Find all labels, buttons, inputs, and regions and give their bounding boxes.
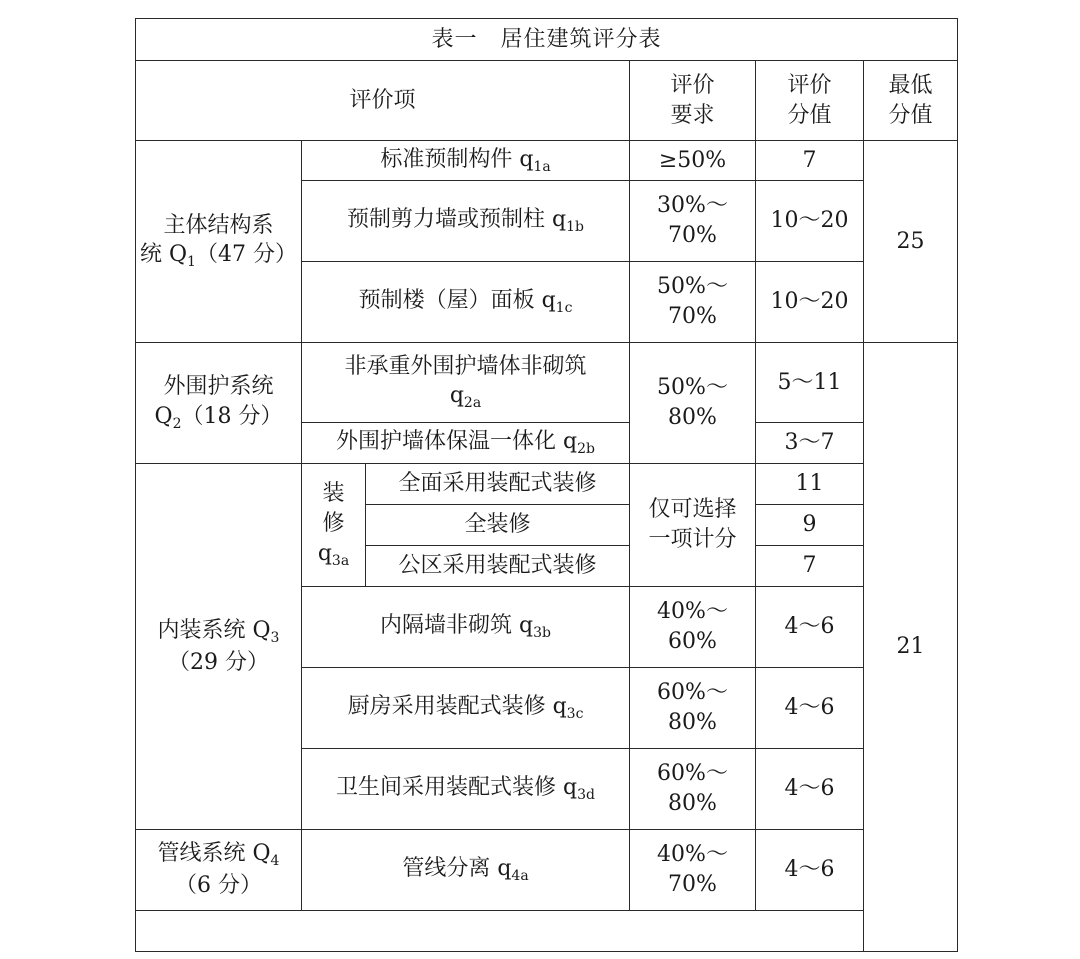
min-q2-q3: 21 (864, 343, 958, 952)
table-title: 表一 居住建筑评分表 (136, 19, 958, 61)
header-item: 评价项 (136, 61, 630, 141)
score-q3d: 4～6 (756, 749, 864, 830)
item-q2a: 非承重外围护墙体非砌筑 $q_{2a}$ (302, 343, 630, 423)
score-deco-full-prefab: 11 (756, 464, 864, 505)
score-q3c: 4～6 (756, 668, 864, 749)
score-q2a: 5～11 (756, 343, 864, 423)
score-q1a: 7 (756, 141, 864, 181)
item-q4a: 管线分离 $q_{4a}$ (302, 830, 630, 911)
item-deco-full-prefab: 全面采用装配式装修 (366, 464, 630, 505)
item-q3d: 卫生间采用装配式装修 $q_{3d}$ (302, 749, 630, 830)
req-q1b: 30%～ 70% (630, 181, 756, 262)
item-q3c: 厨房采用装配式装修 $q_{3c}$ (302, 668, 630, 749)
req-q3b: 40%～ 60% (630, 587, 756, 668)
item-q3b: 内隔墙非砌筑 $q_{3b}$ (302, 587, 630, 668)
score-q4a: 4～6 (756, 830, 864, 911)
score-q1b: 10～20 (756, 181, 864, 262)
item-deco-public: 公区采用装配式装修 (366, 546, 630, 587)
req-q3c: 60%～ 80% (630, 668, 756, 749)
score-deco-public: 7 (756, 546, 864, 587)
item-q2b: 外围护墙体保温一体化 $q_{2b}$ (302, 423, 630, 464)
system-q3-label: 内装系统 $Q_3$ （29 分） (136, 464, 302, 830)
req-q1a: ≥50% (630, 141, 756, 181)
req-q4a: 40%～ 70% (630, 830, 756, 911)
score-q3b: 4～6 (756, 587, 864, 668)
item-q1b: 预制剪力墙或预制柱 $q_{1b}$ (302, 181, 630, 262)
score-deco-full: 9 (756, 505, 864, 546)
residential-building-score-table (135, 18, 958, 952)
score-q2b: 3～7 (756, 423, 864, 464)
system-q4-label: 管线系统 $Q_4$ （6 分） (136, 830, 302, 911)
total-label-empty (136, 911, 864, 952)
item-q1a: 标准预制构件 $q_{1a}$ (302, 141, 630, 181)
item-q1c: 预制楼（屋）面板 $q_{1c}$ (302, 262, 630, 343)
score-q1c: 10～20 (756, 262, 864, 343)
req-deco: 仅可选择 一项计分 (630, 464, 756, 587)
min-q1: 25 (864, 141, 958, 343)
header-score: 评价 分值 (756, 61, 864, 141)
req-q3d: 60%～ 80% (630, 749, 756, 830)
header-requirement: 评价 要求 (630, 61, 756, 141)
system-q2-label: 外围护系统 $Q_2(18$ 分） (136, 343, 302, 464)
item-deco-full: 全装修 (366, 505, 630, 546)
req-q1c: 50%～ 70% (630, 262, 756, 343)
deco-group-label: 装 修 $q_{3a}$ (302, 464, 366, 587)
header-min-score: 最低 分值 (864, 61, 958, 141)
system-q1-label: 主体结构系 统 $Q_1(47$ 分） (136, 141, 302, 343)
req-q2: 50%～ 80% (630, 343, 756, 464)
